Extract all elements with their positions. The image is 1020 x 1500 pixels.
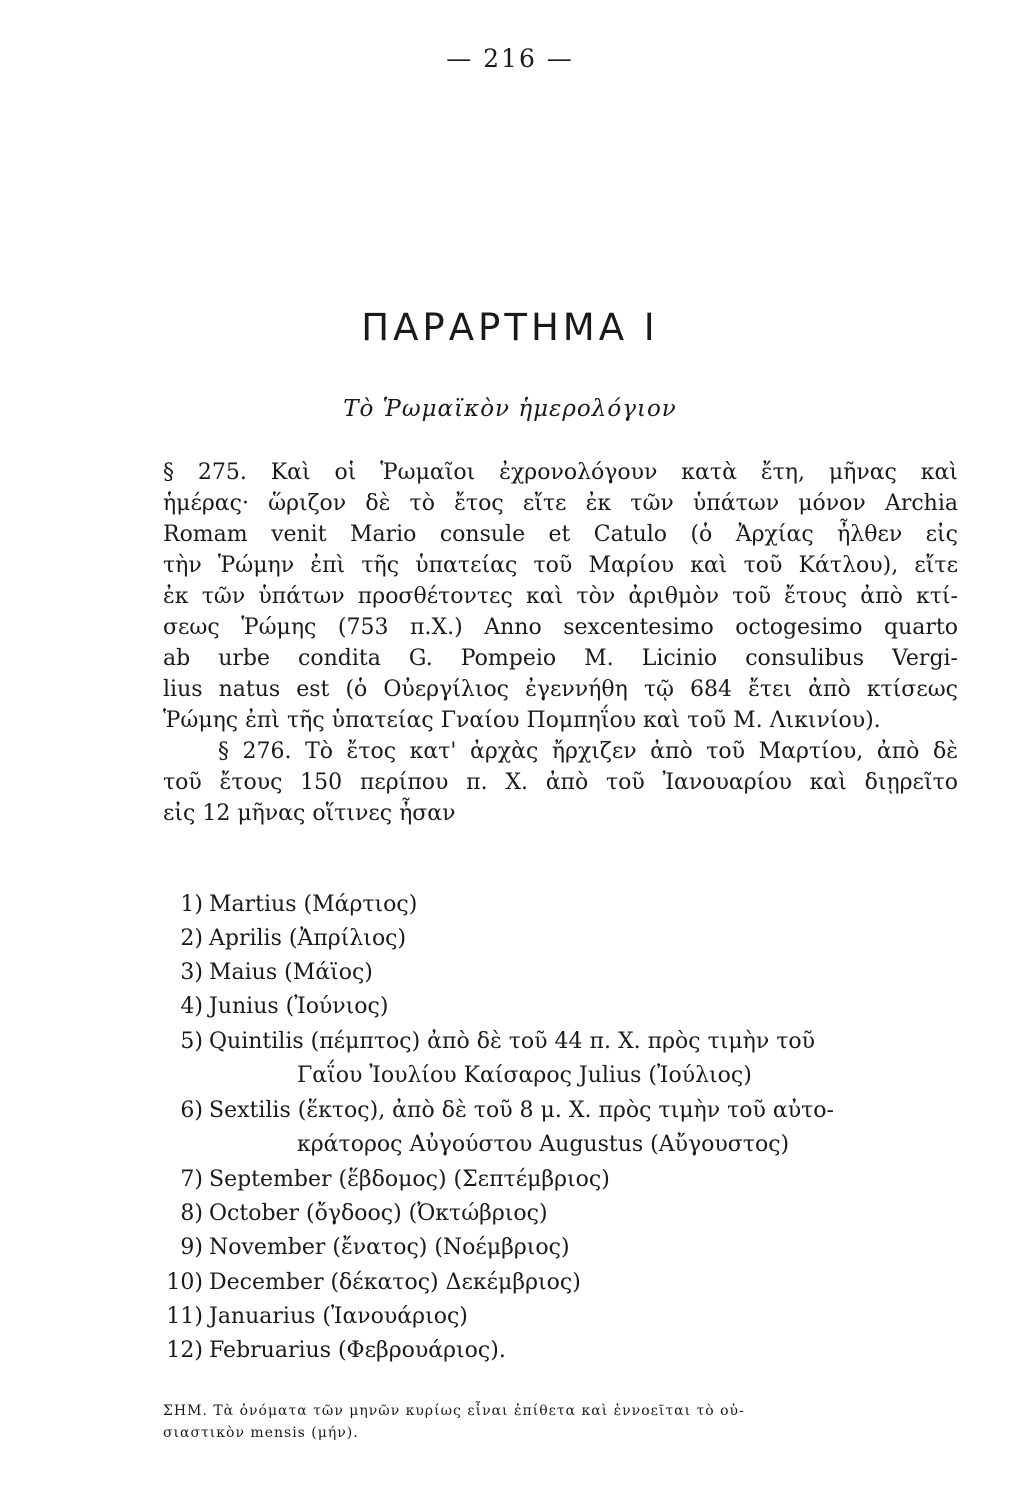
item-text: Sextilis (ἕκτος), ἀπὸ δὲ τοῦ 8 μ. Χ. πρὸς τιμὴν τοῦ αὐτο-: [209, 1098, 834, 1123]
item-number: 12): [166, 1338, 203, 1363]
list-item: [163, 891, 958, 919]
text-line: § 276. Τὸ ἔτος κατ' ἀρχὰς ἤρχιζεν ἀπὸ τοῦ Μαρτίου, ἀπὸ δὲ: [218, 739, 958, 764]
text-line: ab urbe condita G. Pompeio M. Licinio consulibus Vergi-: [163, 646, 958, 671]
list-item: [163, 925, 958, 953]
list-item: [163, 1166, 958, 1194]
text-line: εἰς 12 μῆνας οἵτινες ἦσαν: [163, 801, 456, 826]
item-number: 11): [166, 1304, 203, 1329]
item-number: 4): [180, 994, 203, 1019]
page-number: — 216 —: [446, 44, 574, 73]
item-number: 9): [180, 1235, 203, 1260]
list-item: [163, 1303, 958, 1331]
item-number: 5): [180, 1029, 203, 1054]
item-text: Februarius (Φεβρουάριος).: [209, 1338, 506, 1363]
item-number: 2): [180, 926, 203, 951]
appendix-subtitle: Τὸ Ῥωμαϊκὸν ἡμερολόγιον: [343, 396, 677, 422]
list-item: [163, 1028, 958, 1056]
item-number: 6): [180, 1098, 203, 1123]
item-text: Aprilis (Ἀπρίλιος): [209, 926, 407, 951]
list-item: [163, 1097, 958, 1125]
list-item-continuation: Γαΐου Ἰουλίου Καίσαρος Julius (Ἰούλιος): [297, 1063, 752, 1088]
text-line: τοῦ ἔτους 150 περίπου π. Χ. ἀπὸ τοῦ Ἰανουαρίου καὶ διῃρεῖτο: [163, 770, 958, 795]
item-number: 7): [180, 1167, 203, 1192]
item-text: Maius (Μάϊος): [209, 960, 373, 985]
text-line: Ῥώμης ἐπὶ τῆς ὑπατείας Γναίου Πομπηΐου καὶ τοῦ Μ. Λικινίου).: [163, 708, 881, 733]
footnote-line: σιαστικὸν mensis (μήν).: [163, 1425, 359, 1441]
item-number: 8): [180, 1201, 203, 1226]
item-text: Januarius (Ἰανουάριος): [209, 1304, 468, 1329]
item-number: 1): [180, 892, 203, 917]
text-line: τὴν Ῥώμην ἐπὶ τῆς ὑπατείας τοῦ Μαρίου καὶ τοῦ Κάτλου), εἴτε: [163, 553, 958, 578]
list-item: [163, 1269, 958, 1297]
item-number: 10): [166, 1270, 203, 1295]
text-line: Romam venit Mario consule et Catulo (ὁ Ἀρχίας ἦλθεν εἰς: [163, 522, 958, 547]
list-item: [163, 1200, 958, 1228]
item-text: Junius (Ἰούνιος): [209, 994, 389, 1019]
list-item: [163, 959, 958, 987]
text-line: ἐκ τῶν ὑπάτων προσθέτοντες καὶ τὸν ἀριθμὸν τοῦ ἔτους ἀπὸ κτί-: [163, 584, 958, 609]
item-text: Quintilis (πέμπτος) ἀπὸ δὲ τοῦ 44 π. Χ. πρὸς τιμὴν τοῦ: [209, 1029, 815, 1054]
text-line: ἡμέρας· ὥριζον δὲ τὸ ἔτος εἴτε ἐκ τῶν ὑπάτων μόνον Archia: [163, 491, 958, 516]
text-line: σεως Ῥώμης (753 π.Χ.) Anno sexcentesimo octogesimo quarto: [163, 615, 958, 640]
list-item: [163, 1234, 958, 1262]
text-line: § 275. Καὶ οἱ Ῥωμαῖοι ἐχρονολόγουν κατὰ ἔτη, μῆνας καὶ: [163, 460, 958, 485]
item-text: October (ὄγδοος) (Ὀκτώβριος): [209, 1201, 548, 1226]
list-item: [163, 993, 958, 1021]
list-item-continuation: κράτορος Αὐγούστου Augustus (Αὔγουστος): [297, 1132, 790, 1157]
item-text: September (ἕβδομος) (Σεπτέμβριος): [209, 1167, 610, 1192]
item-text: December (δέκατος) Δεκέμβριος): [209, 1270, 581, 1295]
item-number: 3): [180, 960, 203, 985]
item-text: November (ἔνατος) (Νοέμβριος): [209, 1235, 570, 1260]
footnote-line: ΣΗΜ. Τὰ ὀνόματα τῶν μηνῶν κυρίως εἶναι ἐπίθετα καὶ ἐννοεῖται τὸ οὐ-: [163, 1403, 745, 1419]
appendix-heading: ΠΑΡΑΡΤΗΜΑ Ι: [361, 306, 659, 349]
list-item: [163, 1337, 958, 1365]
item-text: Martius (Μάρτιος): [209, 892, 418, 917]
text-line: lius natus est (ὁ Οὐεργίλιος ἐγεννήθη τῷ 684 ἔτει ἀπὸ κτίσεως: [163, 677, 958, 702]
